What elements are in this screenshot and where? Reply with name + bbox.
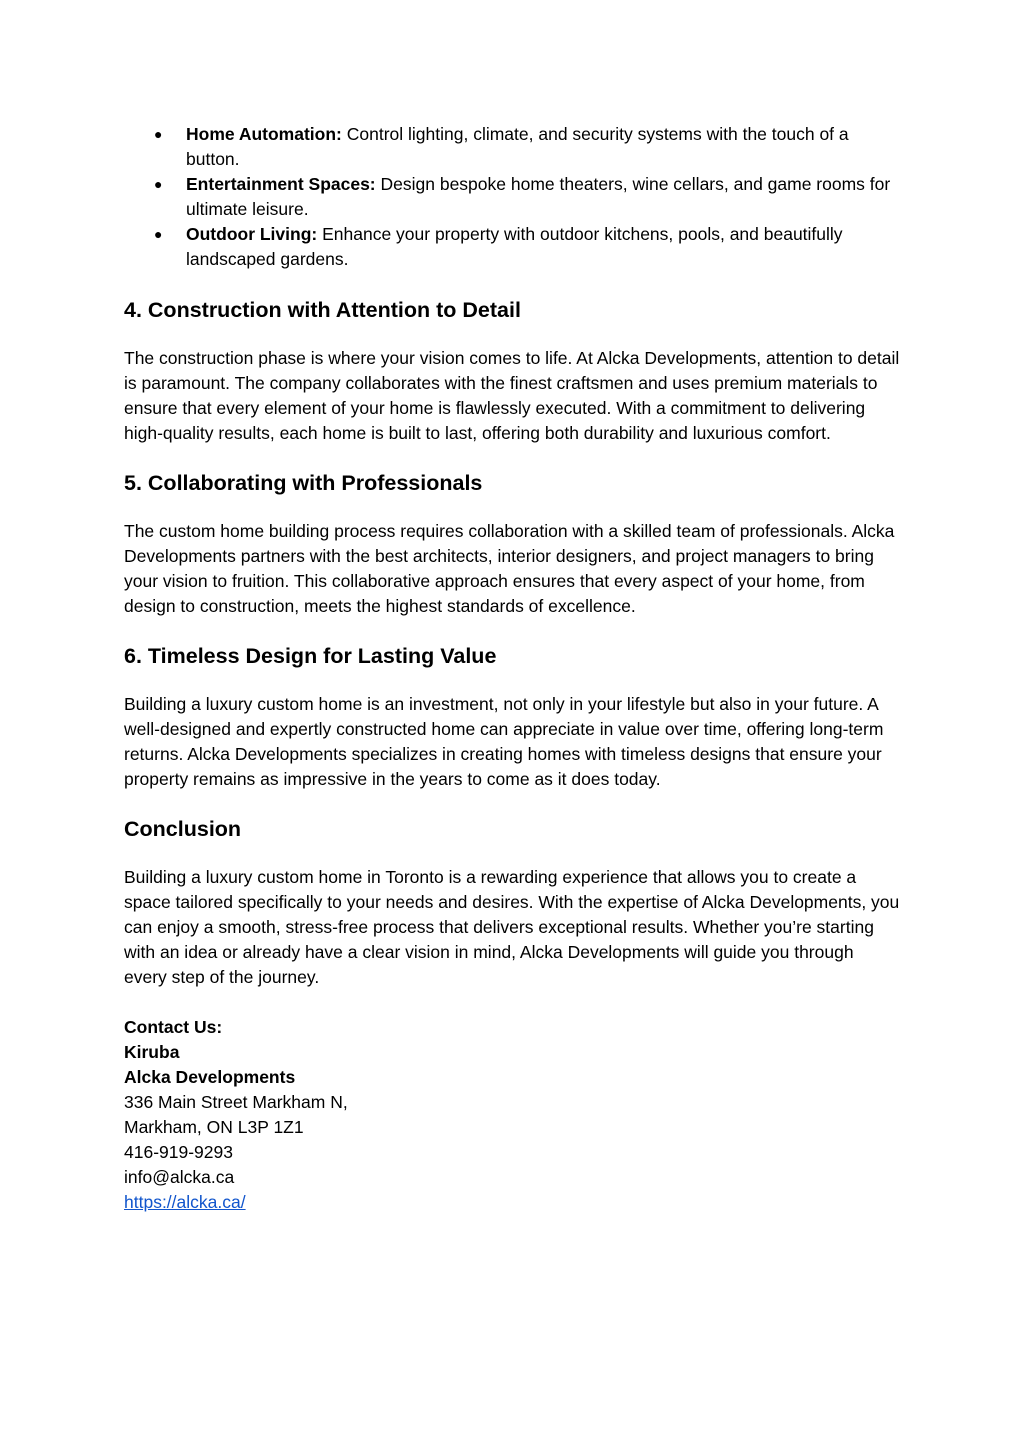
list-item — [124, 172, 900, 222]
website-link[interactable]: https://alcka.ca/ — [124, 1192, 246, 1212]
section-heading-conclusion: Conclusion — [124, 817, 242, 841]
contact-heading: Contact Us: — [124, 1017, 223, 1037]
contact-phone: 416-919-9293 — [124, 1142, 233, 1162]
list-item-text: Enhance your property with outdoor kitchens, pools, and beautifully landscaped gardens. — [186, 224, 843, 269]
section-body-collaborating: The custom home building process requires collaboration with a skilled team of professionals. Alcka Developments partners with the best architects, interior designers, and project managers to bring your vision to fruition. This collaborative approach ensures that every aspect of your home, from design to construction, meets the highest standards of excellence. — [124, 521, 895, 616]
list-item — [124, 122, 900, 172]
list-item-text: Control lighting, climate, and security systems with the touch of a button. — [186, 124, 849, 169]
contact-block — [124, 1015, 900, 1215]
list-item-text: Design bespoke home theaters, wine cellars, and game rooms for ultimate leisure. — [186, 174, 891, 219]
list-item-label: Entertainment Spaces: — [186, 174, 376, 194]
document-page — [124, 122, 900, 1215]
section-body-construction: The construction phase is where your vision comes to life. At Alcka Developments, attention to detail is paramount. The company collaborates with the finest craftsmen and uses premium materials to ensure that every element of your home is flawlessly executed. With a commitment to delivering high-quality results, each home is built to last, offering both durability and luxurious comfort. — [124, 348, 900, 443]
list-item-label: Outdoor Living: — [186, 224, 318, 244]
contact-address-line2: Markham, ON L3P 1Z1 — [124, 1117, 304, 1137]
section-heading-construction: 4. Construction with Attention to Detail — [124, 298, 521, 322]
section-heading-collaborating: 5. Collaborating with Professionals — [124, 471, 483, 495]
list-item-label: Home Automation: — [186, 124, 342, 144]
section-body-conclusion: Building a luxury custom home in Toronto is a rewarding experience that allows you to create a space tailored specifically to your needs and desires. With the expertise of Alcka Developments, you can enjoy a smooth, stress-free process that delivers exceptional results. Whether you’re starting with an idea or already have a clear vision in mind, Alcka Developments will guide you through every step of the journey. — [124, 867, 900, 987]
section-body-timeless: Building a luxury custom home is an investment, not only in your lifestyle but also in your future. A well-designed and expertly constructed home can appreciate in value over time, offering long-term returns. Alcka Developments specializes in creating homes with timeless designs that ensure your property remains as impressive in the years to come as it does today. — [124, 694, 884, 789]
feature-list — [124, 122, 900, 272]
section-heading-timeless: 6. Timeless Design for Lasting Value — [124, 644, 497, 668]
contact-name: Kiruba — [124, 1042, 180, 1062]
bullet-icon: ● — [154, 176, 163, 192]
contact-email: info@alcka.ca — [124, 1167, 235, 1187]
contact-address-line1: 336 Main Street Markham N, — [124, 1092, 348, 1112]
contact-company: Alcka Developments — [124, 1067, 296, 1087]
bullet-icon: ● — [154, 226, 163, 242]
list-item — [124, 222, 900, 272]
bullet-icon: ● — [154, 126, 163, 142]
